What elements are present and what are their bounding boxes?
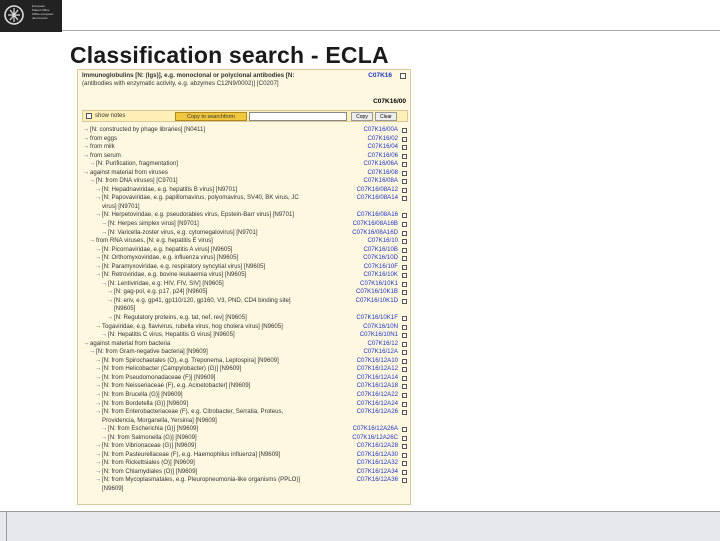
tree-arrow-icon: →: [95, 194, 102, 202]
tree-row-text: against material from viruses: [90, 168, 168, 176]
tree-row: [82, 374, 408, 383]
tree-row-code-link[interactable]: C07K16/08A16B: [352, 220, 398, 228]
tree-arrow-icon: →: [83, 134, 90, 142]
page-title: Classification search - ECLA: [70, 42, 389, 68]
tree-arrow-icon: →: [95, 476, 102, 484]
tree-row-checkbox[interactable]: [402, 256, 407, 261]
tree-row-code-link[interactable]: C07K16/12A24: [356, 399, 398, 407]
tree-row-text: [N: Papovaviridae, e.g. papillomavirus, polyomavirus, SV40, BK virus, JC: [102, 194, 299, 202]
tree-row-code-link[interactable]: C07K16/12A14: [356, 373, 398, 381]
tree-row-text: [N: from Mycoplasmatales, e.g. Pleuropneumonia-like organisms (PPLO)]: [102, 476, 301, 484]
tree-row: [82, 169, 408, 178]
tree-row: [82, 323, 408, 332]
class-code[interactable]: C07K16: [368, 72, 392, 79]
tree-row: [82, 203, 408, 212]
tree-row-checkbox[interactable]: [402, 188, 407, 193]
tree-row: [82, 246, 408, 255]
subclass-code[interactable]: C07K16/00: [373, 98, 406, 105]
tree-row-code-link[interactable]: C07K16/12A: [363, 348, 398, 356]
tree-row-checkbox[interactable]: [402, 316, 407, 321]
tree-arrow-icon: →: [107, 288, 114, 296]
tree-row-code-link[interactable]: C07K16/12A26C: [352, 433, 398, 441]
tree-row-code-link[interactable]: C07K16/12: [367, 339, 398, 347]
tree-row-text: [N: Varicella-zoster virus, e.g. cytomegalovirus] [N9701]: [108, 228, 258, 236]
class-checkbox[interactable]: [400, 73, 406, 79]
tree-row-text: [N: from Chlamydiales (O)] [N9609]: [102, 467, 198, 475]
tree-arrow-icon: →: [95, 467, 102, 475]
tree-arrow-icon: →: [95, 356, 102, 364]
tree-row: [82, 417, 408, 426]
tree-row-code-link[interactable]: C07K16/10D: [363, 254, 398, 262]
tree-row: [82, 160, 408, 169]
tree-row-checkbox[interactable]: [402, 402, 407, 407]
tree-row-text: [N: Herpes simplex virus] [N9701]: [108, 220, 199, 228]
tree-row-code-link[interactable]: C07K16/10B: [363, 245, 398, 253]
tree-arrow-icon: →: [101, 331, 108, 339]
tree-row-checkbox[interactable]: [402, 444, 407, 449]
tree-row-text: [N: constructed by phage libraries] [N0411]: [90, 126, 206, 133]
class-header: [82, 72, 408, 88]
tree-arrow-icon: →: [89, 348, 96, 356]
tree-row-checkbox[interactable]: [402, 145, 407, 150]
tree-row-text: [N9609]: [102, 484, 124, 492]
tree-row: [82, 143, 408, 152]
footer-bar: [0, 511, 720, 541]
tree-row-text: [N: Picornaviridae, e.g. hepatitis A virus] [N9605]: [102, 245, 233, 253]
tree-arrow-icon: →: [95, 254, 102, 262]
tree-row-code-link[interactable]: C07K16/00A: [363, 126, 398, 133]
tree-row-text: [N: Herpetoviridae, e.g. pseudorabies virus, Epstein-Barr virus] [N9701]: [102, 211, 295, 219]
tree-row-code-link[interactable]: C07K16/12A10: [356, 356, 398, 364]
tree-arrow-icon: →: [89, 177, 96, 185]
tree-arrow-icon: →: [95, 450, 102, 458]
logo-text: European Patent Office Office européen des brevets: [32, 4, 54, 20]
class-header-line2: (antibodies with enzymatic activity, e.g. abzymes C12N9/0002)] [C0207]: [82, 80, 279, 87]
tree-row-checkbox[interactable]: [402, 265, 407, 270]
tree-row-text: from eggs: [90, 134, 118, 142]
class-header-line1: Immunoglobulins [N: (Igs)], e.g. monoclonal or polyclonal antibodies [N:: [82, 72, 295, 79]
tree-row-text: [N: from Helicobacter (Campylobacter) (G)] [N9609]: [102, 365, 242, 373]
tree-row-checkbox[interactable]: [402, 213, 407, 218]
tree-arrow-icon: →: [83, 126, 90, 133]
tree-row-checkbox[interactable]: [402, 427, 407, 432]
tree-row-text: [N: Paramyxoviridae, e.g. respiratory syncytial virus] [N9605]: [102, 262, 266, 270]
tree-row-code-link[interactable]: C07K16/04: [367, 143, 398, 151]
tree-arrow-icon: →: [95, 373, 102, 381]
tree-row-code-link[interactable]: C07K16/08: [367, 168, 398, 176]
tree-row-code-link[interactable]: C07K16/08A16D: [352, 228, 398, 236]
tree-arrow-icon: →: [101, 228, 108, 236]
tree-row-text: from milk: [90, 143, 115, 151]
tree-row: [82, 331, 408, 340]
tree-row-text: [N: from Pseudomonadaceae (F)] [N9609]: [102, 373, 216, 381]
tree-row: [82, 382, 408, 391]
tree-row: [82, 211, 408, 220]
tree-arrow-icon: →: [95, 459, 102, 467]
tree-row-text: [N: gag-pol, e.g. p17, p24] [N9605]: [114, 288, 208, 296]
tree-row-checkbox[interactable]: [402, 179, 407, 184]
tree-row-checkbox[interactable]: [402, 367, 407, 372]
tree-row: [82, 177, 408, 186]
tree-row-code-link[interactable]: C07K16/10K1D: [355, 296, 398, 304]
tree-row-checkbox[interactable]: [402, 162, 407, 167]
tree-arrow-icon: →: [101, 279, 108, 287]
tree-row-checkbox[interactable]: [402, 436, 407, 441]
tree-arrow-icon: →: [101, 433, 108, 441]
tree-row-code-link[interactable]: C07K16/12A32: [356, 459, 398, 467]
tree-row: [82, 254, 408, 263]
tree-arrow-icon: →: [95, 390, 102, 398]
tree-row-checkbox[interactable]: [402, 171, 407, 176]
tree-row-code-link[interactable]: C07K16/10N1: [359, 331, 398, 339]
tree-row: [82, 434, 408, 443]
tree-row-checkbox[interactable]: [402, 231, 407, 236]
tree-row-text: [N: from Enterobacteriaceae (F), e.g. Citrobacter, Serratia, Proteus,: [102, 408, 284, 416]
tree-row: [82, 468, 408, 477]
classification-tree: [82, 126, 408, 494]
tree-arrow-icon: →: [95, 399, 102, 407]
tree-row-code-link[interactable]: C07K16/12A34: [356, 467, 398, 475]
tree-arrow-icon: →: [83, 339, 90, 347]
tree-row: [82, 305, 408, 314]
tree-row: [82, 280, 408, 289]
show-notes-checkbox[interactable]: [86, 113, 92, 119]
tree-arrow-icon: →: [95, 185, 102, 193]
tree-arrow-icon: →: [83, 151, 90, 159]
tree-row-checkbox[interactable]: [402, 393, 407, 398]
tree-row: [82, 288, 408, 297]
tree-row: [82, 348, 408, 357]
tree-row: [82, 357, 408, 366]
show-notes-label: show notes: [95, 113, 126, 119]
tree-row-text: [N: from Spirochaetales (O), e.g. Treponema, Leptospira] [N9609]: [102, 356, 279, 364]
tree-row-text: [N: Orthomyxoviridae, e.g. influenza virus] [N9605]: [102, 254, 239, 262]
tree-row-code-link[interactable]: C07K16/12A30: [356, 450, 398, 458]
tree-row-code-link[interactable]: C07K16/12A36: [356, 476, 398, 484]
tree-row-text: [N: from Rickettsiales (O)] [N9609]: [102, 459, 195, 467]
tree-row-text: [N: from Salmonella (G)] [N9609]: [108, 433, 197, 441]
tree-row-code-link[interactable]: C07K16/12A26: [356, 408, 398, 416]
tree-row: [82, 220, 408, 229]
tree-row-code-link[interactable]: C07K16/10: [367, 237, 398, 245]
tree-row-text: [N: from DNA viruses] [C9701]: [96, 177, 178, 185]
tree-row-checkbox[interactable]: [402, 299, 407, 304]
tree-row-checkbox[interactable]: [402, 325, 407, 330]
tree-row-text: [N: Regulatory proteins, e.g. tat, nef, rev] [N9605]: [114, 314, 247, 322]
tree-row-text: [N: from Brucella (G)] [N9609]: [102, 390, 183, 398]
tree-arrow-icon: →: [95, 365, 102, 373]
tree-row-checkbox[interactable]: [402, 222, 407, 227]
tree-row-text: [N: from Pasteurellaceae (F), e.g. Haemophilus influenza] [N9609]: [102, 450, 281, 458]
tree-row-checkbox[interactable]: [402, 248, 407, 253]
tree-row: [82, 442, 408, 451]
tree-row-code-link[interactable]: C07K16/12A22: [356, 390, 398, 398]
title-divider: [62, 30, 720, 31]
tree-row-checkbox[interactable]: [402, 410, 407, 415]
tree-arrow-icon: →: [101, 220, 108, 228]
clear-button[interactable]: Clear: [375, 112, 397, 121]
tree-row: [82, 126, 408, 135]
tree-row-code-link[interactable]: C07K16/08A16: [356, 211, 398, 219]
tree-row-code-link[interactable]: C07K16/12A26A: [352, 425, 398, 433]
tree-row: [82, 459, 408, 468]
tree-row-code-link[interactable]: C07K16/12A28: [356, 442, 398, 450]
tree-row-text: [N: from Neisseriaceae (F), e.g. Acinetobacter] [N9609]: [102, 382, 251, 390]
tree-row-text: [N: env, e.g. gp41, gp110/120, gp160, V3, PND, CD4 binding site]: [114, 296, 291, 304]
tree-row-code-link[interactable]: C07K16/12A18: [356, 382, 398, 390]
tree-row: [82, 451, 408, 460]
tree-row: [82, 400, 408, 409]
tree-row-checkbox[interactable]: [402, 239, 407, 244]
tree-row-code-link[interactable]: C07K16/02: [367, 134, 398, 142]
tree-row-code-link[interactable]: C07K16/08A: [363, 177, 398, 185]
tree-arrow-icon: →: [89, 237, 96, 245]
tree-row: [82, 194, 408, 203]
tree-arrow-icon: →: [95, 262, 102, 270]
tree-arrow-icon: →: [83, 168, 90, 176]
tree-arrow-icon: →: [107, 314, 114, 322]
tree-row: [82, 237, 408, 246]
tree-arrow-icon: →: [95, 408, 102, 416]
tree-arrow-icon: →: [89, 160, 96, 168]
tree-row-checkbox[interactable]: [402, 376, 407, 381]
tree-row: [82, 271, 408, 280]
tree-row-text: [N: from Gram-negative bacteria] [N9609]: [96, 348, 208, 356]
tree-row-checkbox[interactable]: [402, 453, 407, 458]
copy-button[interactable]: Copy: [351, 112, 373, 121]
tree-row-text: [N9605]: [114, 305, 136, 313]
tree-arrow-icon: →: [95, 322, 102, 330]
toolbar: [82, 110, 408, 122]
tree-row-code-link[interactable]: C07K16/10K1B: [355, 288, 398, 296]
tree-row-code-link[interactable]: C07K16/08A12: [356, 185, 398, 193]
tree-row-checkbox[interactable]: [402, 384, 407, 389]
tree-row: [82, 340, 408, 349]
tree-row-text: [N: Hepatitis C virus, Hepatitis G virus] [N9605]: [108, 331, 235, 339]
tree-arrow-icon: →: [95, 211, 102, 219]
searchform-input[interactable]: [249, 112, 347, 121]
tree-row: [82, 425, 408, 434]
tree-row: [82, 263, 408, 272]
tree-row: [82, 476, 408, 485]
tree-row-code-link[interactable]: C07K16/10F: [363, 262, 398, 270]
tree-row-checkbox[interactable]: [402, 359, 407, 364]
tree-row-text: [N: from Escherichia (G)] [N9609]: [108, 425, 199, 433]
tree-row: [82, 365, 408, 374]
tree-arrow-icon: →: [95, 442, 102, 450]
tree-arrow-icon: →: [101, 425, 108, 433]
tree-row-code-link[interactable]: C07K16/10K: [363, 271, 398, 279]
tree-row-checkbox[interactable]: [402, 290, 407, 295]
tree-row: [82, 152, 408, 161]
tree-row-checkbox[interactable]: [402, 461, 407, 466]
tree-row-text: Providencia, Morganella, Yersinia] [N9609]: [102, 416, 217, 424]
tree-arrow-icon: →: [95, 271, 102, 279]
tree-row-checkbox[interactable]: [402, 128, 407, 133]
tree-row-code-link[interactable]: C07K16/06: [367, 151, 398, 159]
tree-row-checkbox[interactable]: [402, 282, 407, 287]
tree-row-text: against material from bacteria: [90, 339, 171, 347]
tree-row-text: virus] [N9701]: [102, 202, 140, 210]
tree-row-code-link[interactable]: C07K16/10N: [363, 322, 398, 330]
tree-row-text: Togaviridae, e.g. flavivirus, rubella virus, hog cholera virus] [N9605]: [102, 322, 283, 330]
tree-arrow-icon: →: [95, 382, 102, 390]
ecla-browser-panel: [77, 69, 411, 505]
subclass-header: [82, 98, 408, 108]
tree-row-checkbox[interactable]: [402, 478, 407, 483]
tree-row-checkbox[interactable]: [402, 342, 407, 347]
tree-row-code-link[interactable]: C07K16/08A14: [356, 194, 398, 202]
tree-row-code-link[interactable]: C07K16/10K1F: [356, 314, 398, 322]
tree-row: [82, 391, 408, 400]
tree-row-text: from serum: [90, 151, 121, 159]
tree-row-text: [N: from Vibrionaceae (G)] [N9609]: [102, 442, 197, 450]
tree-row: [82, 485, 408, 494]
tree-row-text: [N: Hepadnaviridae, e.g. hepatitis B virus] [N9701]: [102, 185, 238, 193]
tree-row-code-link[interactable]: C07K16/12A12: [356, 365, 398, 373]
epo-logo-mark-icon: [3, 3, 25, 27]
copy-to-searchform-button[interactable]: Copy to searchform: [175, 112, 247, 121]
tree-row-text: [N: Purification, fragmentation]: [96, 160, 178, 168]
tree-row: [82, 314, 408, 323]
footer-segment: [0, 512, 7, 541]
tree-row-text: from RNA viruses, [N: e.g. hepatitis E virus]: [96, 237, 213, 245]
tree-row-text: [N: from Bordetella (G)] [N9609]: [102, 399, 189, 407]
tree-arrow-icon: →: [107, 296, 114, 304]
tree-row-checkbox[interactable]: [402, 154, 407, 159]
tree-row: [82, 135, 408, 144]
tree-row-code-link[interactable]: C07K16/10K1: [360, 279, 398, 287]
tree-row-checkbox[interactable]: [402, 350, 407, 355]
tree-row: [82, 229, 408, 238]
tree-row-checkbox[interactable]: [402, 273, 407, 278]
tree-row: [82, 297, 408, 306]
tree-arrow-icon: →: [83, 143, 90, 151]
tree-row-checkbox[interactable]: [402, 470, 407, 475]
tree-row: [82, 186, 408, 195]
tree-arrow-icon: →: [95, 245, 102, 253]
tree-row-checkbox[interactable]: [402, 137, 407, 142]
tree-row-checkbox[interactable]: [402, 196, 407, 201]
tree-row-checkbox[interactable]: [402, 333, 407, 338]
tree-row-text: [N: Retroviridae, e.g. bovine leukaemia virus] [N9605]: [102, 271, 247, 279]
tree-row: [82, 408, 408, 417]
tree-row-text: [N: Lentiviridae, e.g. HIV, FIV, SIV] [N9605]: [108, 279, 224, 287]
epo-logo: [0, 0, 62, 32]
tree-row-code-link[interactable]: C07K16/06A: [363, 160, 398, 168]
